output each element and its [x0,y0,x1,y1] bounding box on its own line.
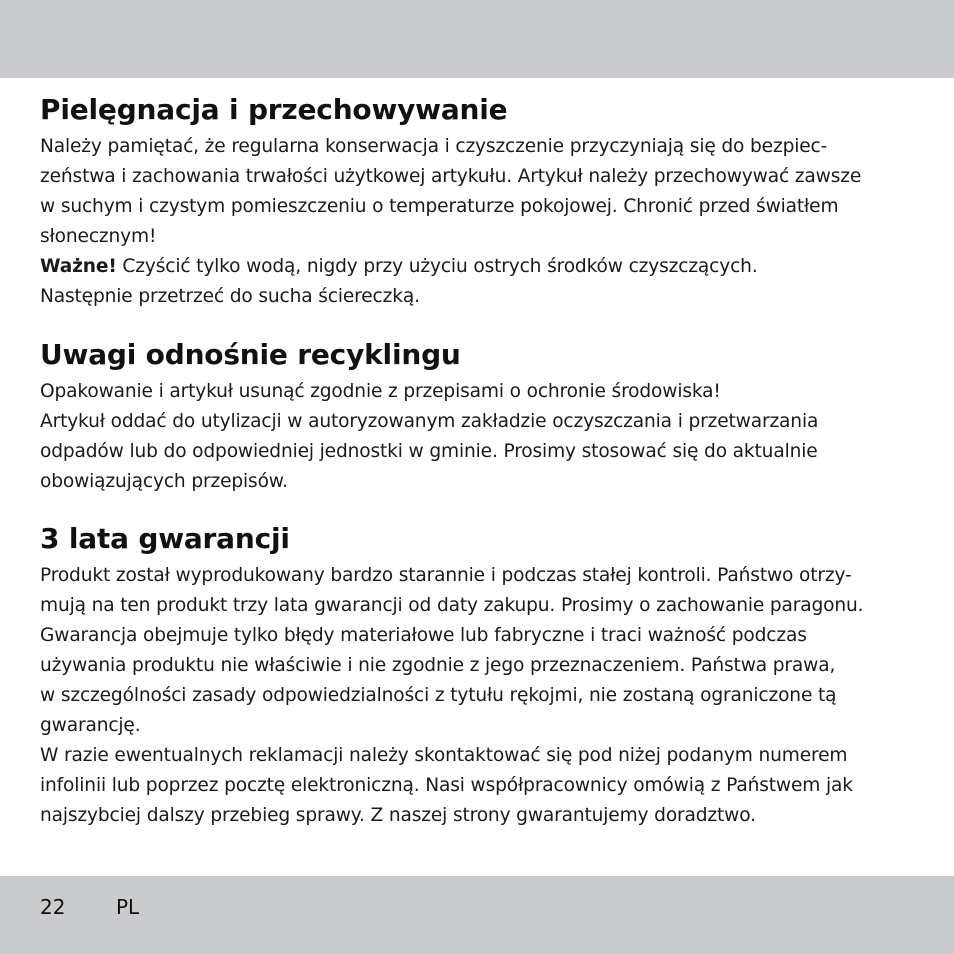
section-heading-care: Pielęgnacja i przechowywanie [40,93,508,126]
page-number: 22 [40,895,66,919]
section-care-storage [40,88,920,312]
warranty-paragraph: Produkt został wyprodukowany bardzo starannie i podczas stałej kontroli. Państwo otrzy- mują na ten produkt trzy lata gwarancji od daty zakupu. Prosimy o zachowanie paragonu. Gwarancja obejmuje tylko błędy materiałowe lub fabryczne i traci ważność podczas używania produktu nie właściwie i nie zgodnie z jego przeznaczeniem. Państwa prawa, w szczególności zasady odpowiedzialności z tytułu rękojmi, nie zostaną ograniczone tą gwarancję. W razie ewentualnych reklamacji należy skontaktować się pod niżej podanym numerem infolinii lub poprzez pocztę elektroniczną. Nasi współpracownicy omówią z Państwem jak najszybciej dalszy przebieg sprawy. Z naszej strony gwarantujemy doradztwo. [40,565,864,826]
page-footer [40,893,139,921]
recycling-paragraph: Opakowanie i artykuł usunąć zgodnie z przepisami o ochronie środowiska! Artykuł oddać do utylizacji w autoryzowanym zakładzie oczyszczania i przetwarzania odpadów lub do odpowiedniej jednostki w gminie. Prosimy stosować się do aktualnie obowiązujących przepisów. [40,381,819,492]
care-warning [40,252,920,312]
page-content [40,88,920,831]
section-heading-warranty: 3 lata gwarancji [40,522,290,555]
top-band [0,0,954,78]
warning-text: Czyścić tylko wodą, nigdy przy użyciu ostrych środków czyszczących. Następnie przetrzeć do sucha ściereczką. [40,256,758,307]
language-code: PL [116,895,140,919]
section-recycling [40,333,920,497]
care-paragraph: Należy pamiętać, że regularna konserwacja i czyszczenie przyczyniają się do bezpiec- zeństwa i zachowania trwałości użytkowej artykułu. Artykuł należy przechowywać zawsze w suchym i czystym pomieszczeniu o temperaturze pokojowej. Chronić przed światłem słonecznym! [40,136,862,247]
bottom-band [0,876,954,954]
section-warranty [40,517,920,831]
warning-label: Ważne! [40,256,117,277]
section-heading-recycling: Uwagi odnośnie recyklingu [40,338,461,371]
